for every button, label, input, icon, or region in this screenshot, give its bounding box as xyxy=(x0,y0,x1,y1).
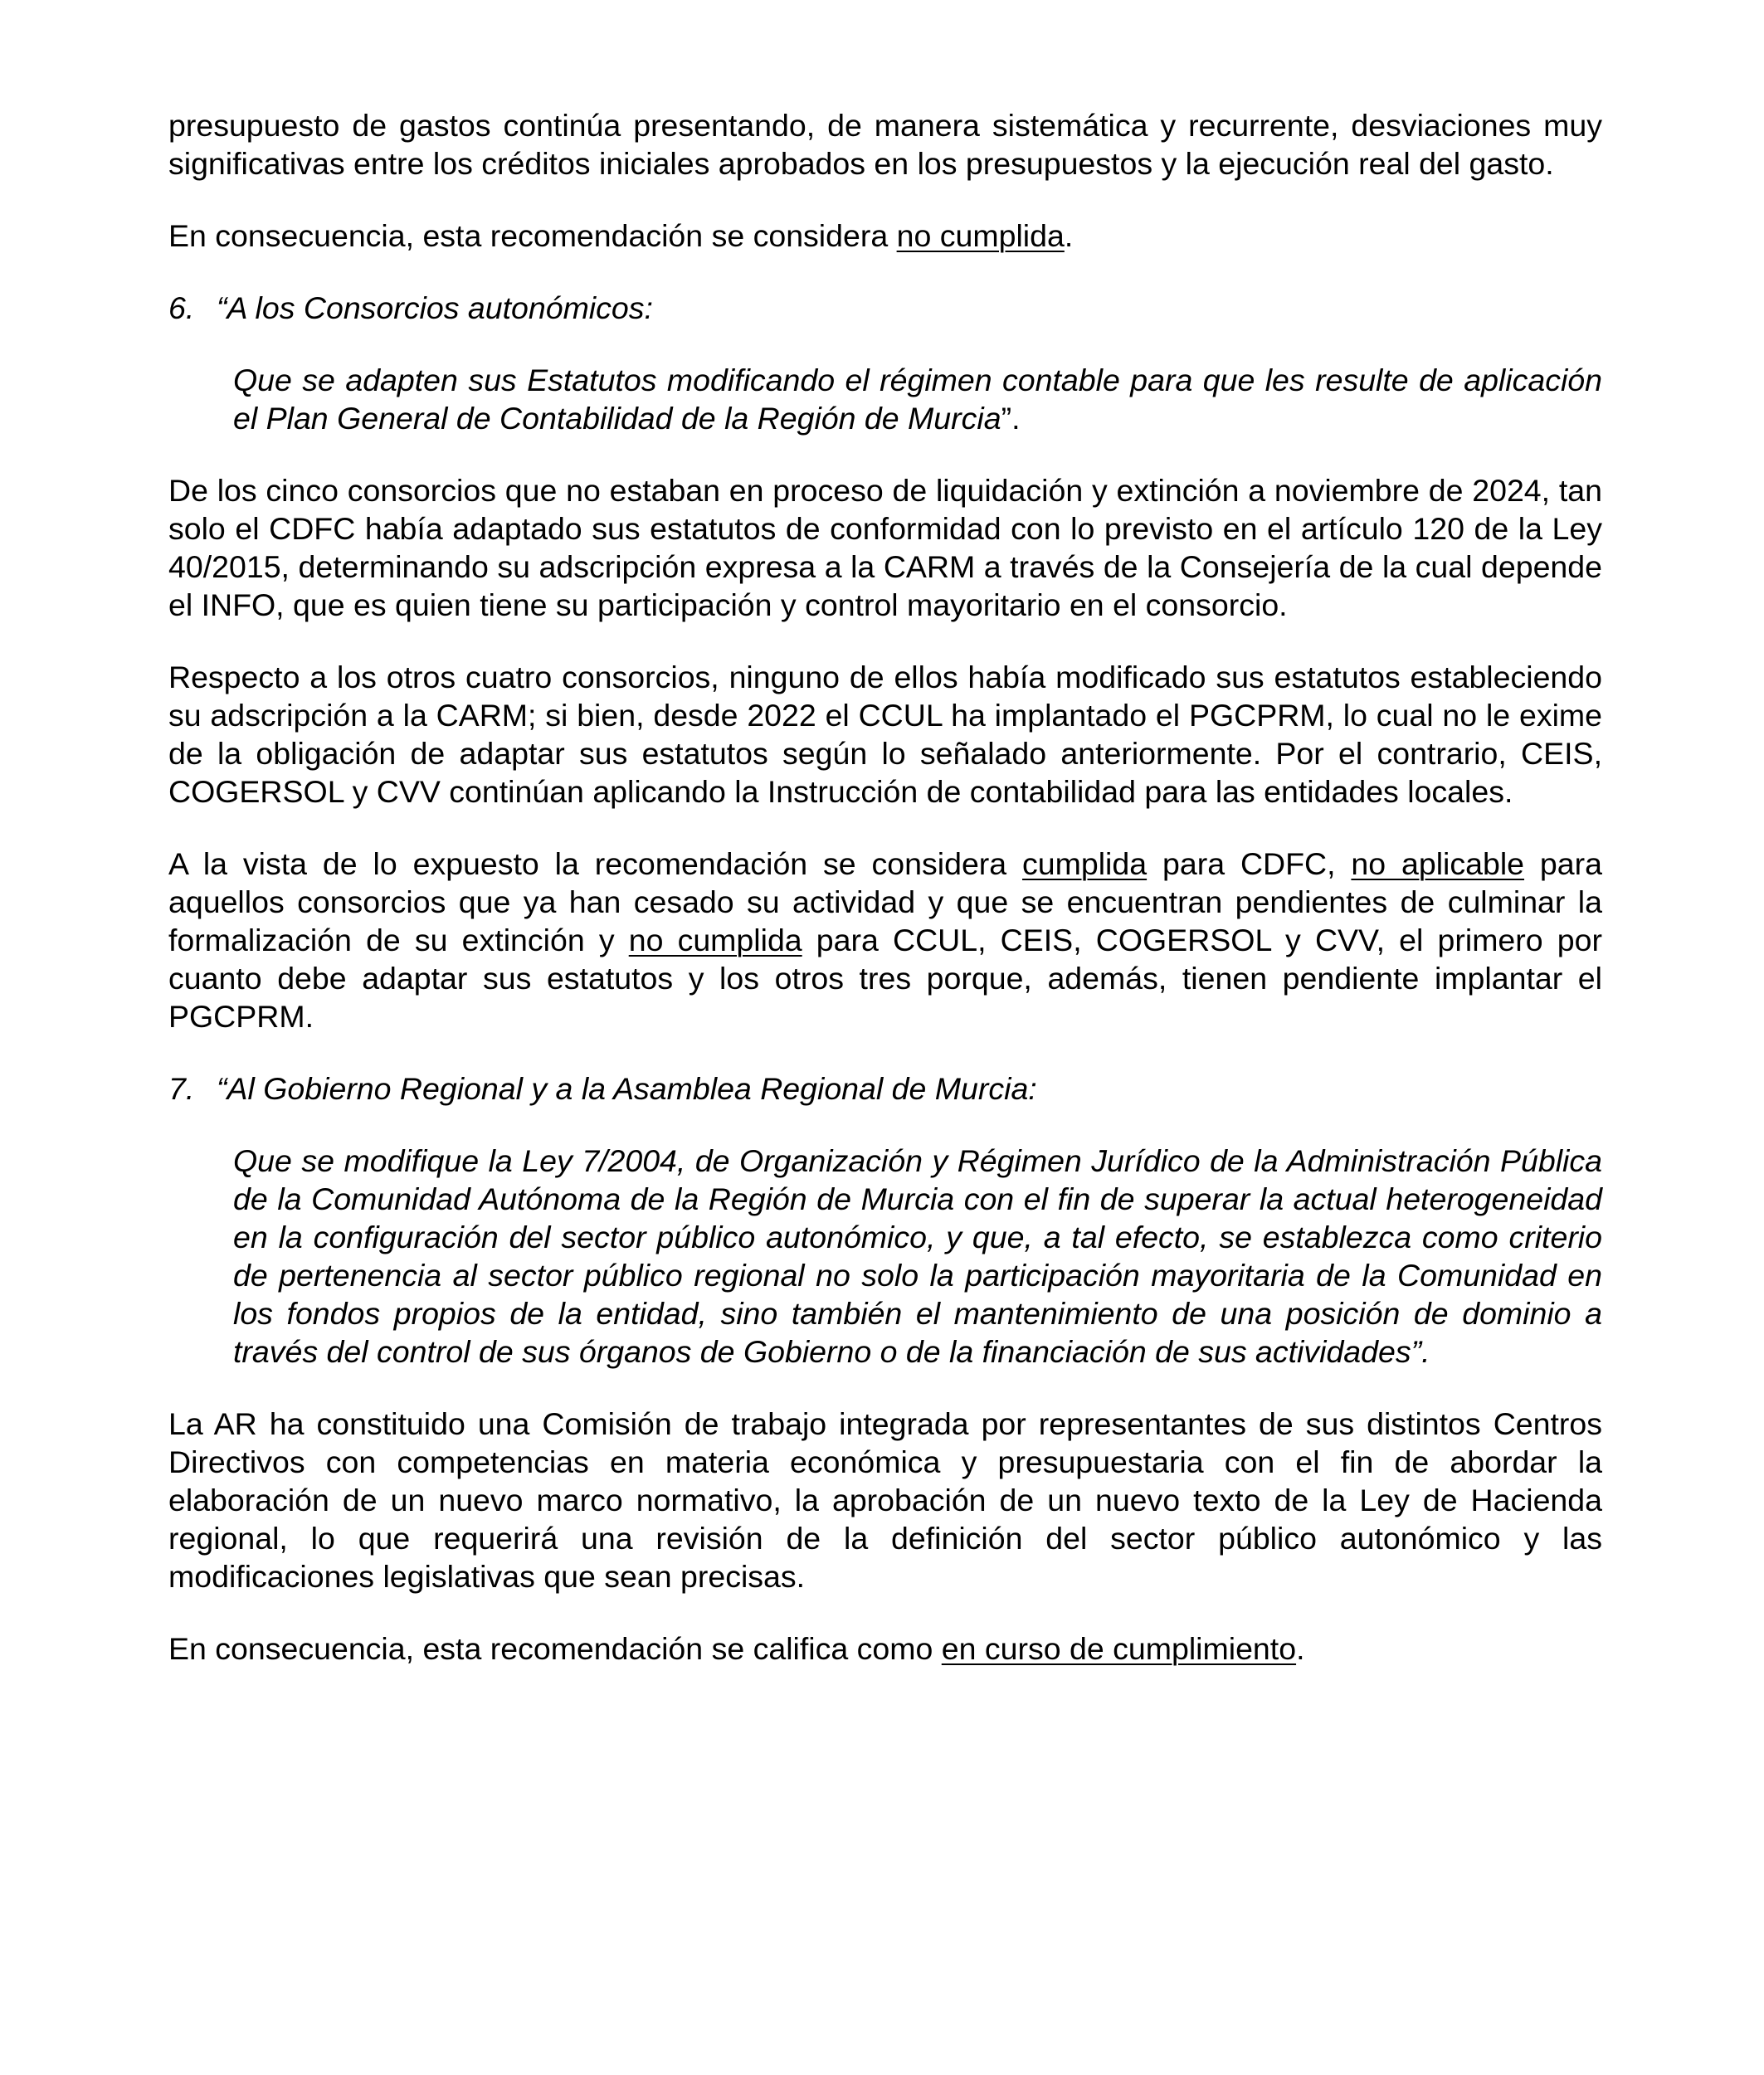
status-en-curso: en curso de cumplimiento xyxy=(941,1631,1297,1666)
recommendation-7-heading xyxy=(168,1069,1602,1108)
document-page xyxy=(168,106,1602,1702)
item-number: 6. xyxy=(168,290,195,325)
paragraph-text: Respecto a los otros cuatro consorcios, ninguno de ellos había modificado sus estatutos estableciendo su adscripción a la CARM; si bien, desde 2022 el CCUL ha implantado el PGCPRM, lo cual no le exime de la obligación de adaptar sus estatutos según lo señalado anteriormente. Por el contrario, CEIS, COGERSOL y CVV continúan aplicando la Instrucción de contabilidad para las entidades locales. xyxy=(168,660,1602,809)
quote-close: ”. xyxy=(1001,401,1021,436)
item-heading: “Al Gobierno Regional y a la Asamblea Regional de Murcia: xyxy=(217,1071,1037,1106)
item-number: 7. xyxy=(168,1071,195,1106)
paragraph-text: . xyxy=(1296,1631,1305,1666)
paragraph-conclusion-5 xyxy=(168,217,1602,255)
paragraph-budget-deviations xyxy=(168,106,1602,183)
paragraph-text: para CDFC, xyxy=(1147,846,1352,881)
paragraph-text: A la vista de lo expuesto la recomendación se considera xyxy=(168,846,1023,881)
paragraph-text: para aquellos consorcios que ya han cesado su actividad y que se encuentran pendientes de culminar la formalización de su extinción y xyxy=(168,846,1602,957)
recommendation-7-quote xyxy=(233,1142,1602,1371)
status-no-cumplida: no cumplida xyxy=(896,218,1065,253)
recommendation-6-heading xyxy=(168,289,1602,327)
quote-text: Que se modifique la Ley 7/2004, de Organización y Régimen Jurídico de la Administración Pública de la Comunidad Autónoma de la Región de Murcia con el fin de superar la actual heterogeneidad en la configuración del sector público autonómico, y que, a tal efecto, se establezca como criterio de pertenencia al sector público regional no solo la participación mayoritaria de la Comunidad en los fondos propios de la entidad, sino también el mantenimiento de una posición de dominio a través del control de sus órganos de Gobierno o de la financiación de sus actividades”. xyxy=(233,1143,1602,1369)
paragraph-other-consortia xyxy=(168,658,1602,811)
status-cumplida: cumplida xyxy=(1022,846,1148,881)
paragraph-conclusion-6 xyxy=(168,845,1602,1035)
paragraph-text: En consecuencia, esta recomendación se considera xyxy=(168,218,897,253)
paragraph-conclusion-7 xyxy=(168,1629,1602,1668)
paragraph-cdfc xyxy=(168,471,1602,624)
paragraph-text: . xyxy=(1064,218,1074,253)
paragraph-text: En consecuencia, esta recomendación se califica como xyxy=(168,1631,942,1666)
recommendation-6-quote xyxy=(233,361,1602,437)
quote-text: Que se adapten sus Estatutos modificando el régimen contable para que les resulte de aplicación el Plan General de Contabilidad de la Región de Murcia xyxy=(233,363,1602,436)
item-heading: “A los Consorcios autonómicos: xyxy=(217,290,653,325)
paragraph-text: para CCUL, CEIS, COGERSOL y CVV, el primero por cuanto debe adaptar sus estatutos y los otros tres porque, además, tienen pendiente implantar el PGCPRM. xyxy=(168,923,1602,1034)
paragraph-commission xyxy=(168,1405,1602,1595)
status-no-cumplida: no cumplida xyxy=(628,923,802,957)
status-no-aplicable: no aplicable xyxy=(1351,846,1525,881)
paragraph-text: presupuesto de gastos continúa presentando, de manera sistemática y recurrente, desviaciones muy significativas entre los créditos iniciales aprobados en los presupuestos y la ejecución real del gasto. xyxy=(168,108,1602,181)
paragraph-text: La AR ha constituido una Comisión de trabajo integrada por representantes de sus distintos Centros Directivos con competencias en materia económica y presupuestaria con el fin de abordar la elaboración de un nuevo marco normativo, la aprobación de un nuevo texto de la Ley de Hacienda regional, lo que requerirá una revisión de la definición del sector público autonómico y las modificaciones legislativas que sean precisas. xyxy=(168,1406,1602,1594)
paragraph-text: De los cinco consorcios que no estaban en proceso de liquidación y extinción a noviembre de 2024, tan solo el CDFC había adaptado sus estatutos de conformidad con lo previsto en el artículo 120 de la Ley 40/2015, determinando su adscripción expresa a la CARM a través de la Consejería de la cual depende el INFO, que es quien tiene su participación y control mayoritario en el consorcio. xyxy=(168,473,1602,622)
